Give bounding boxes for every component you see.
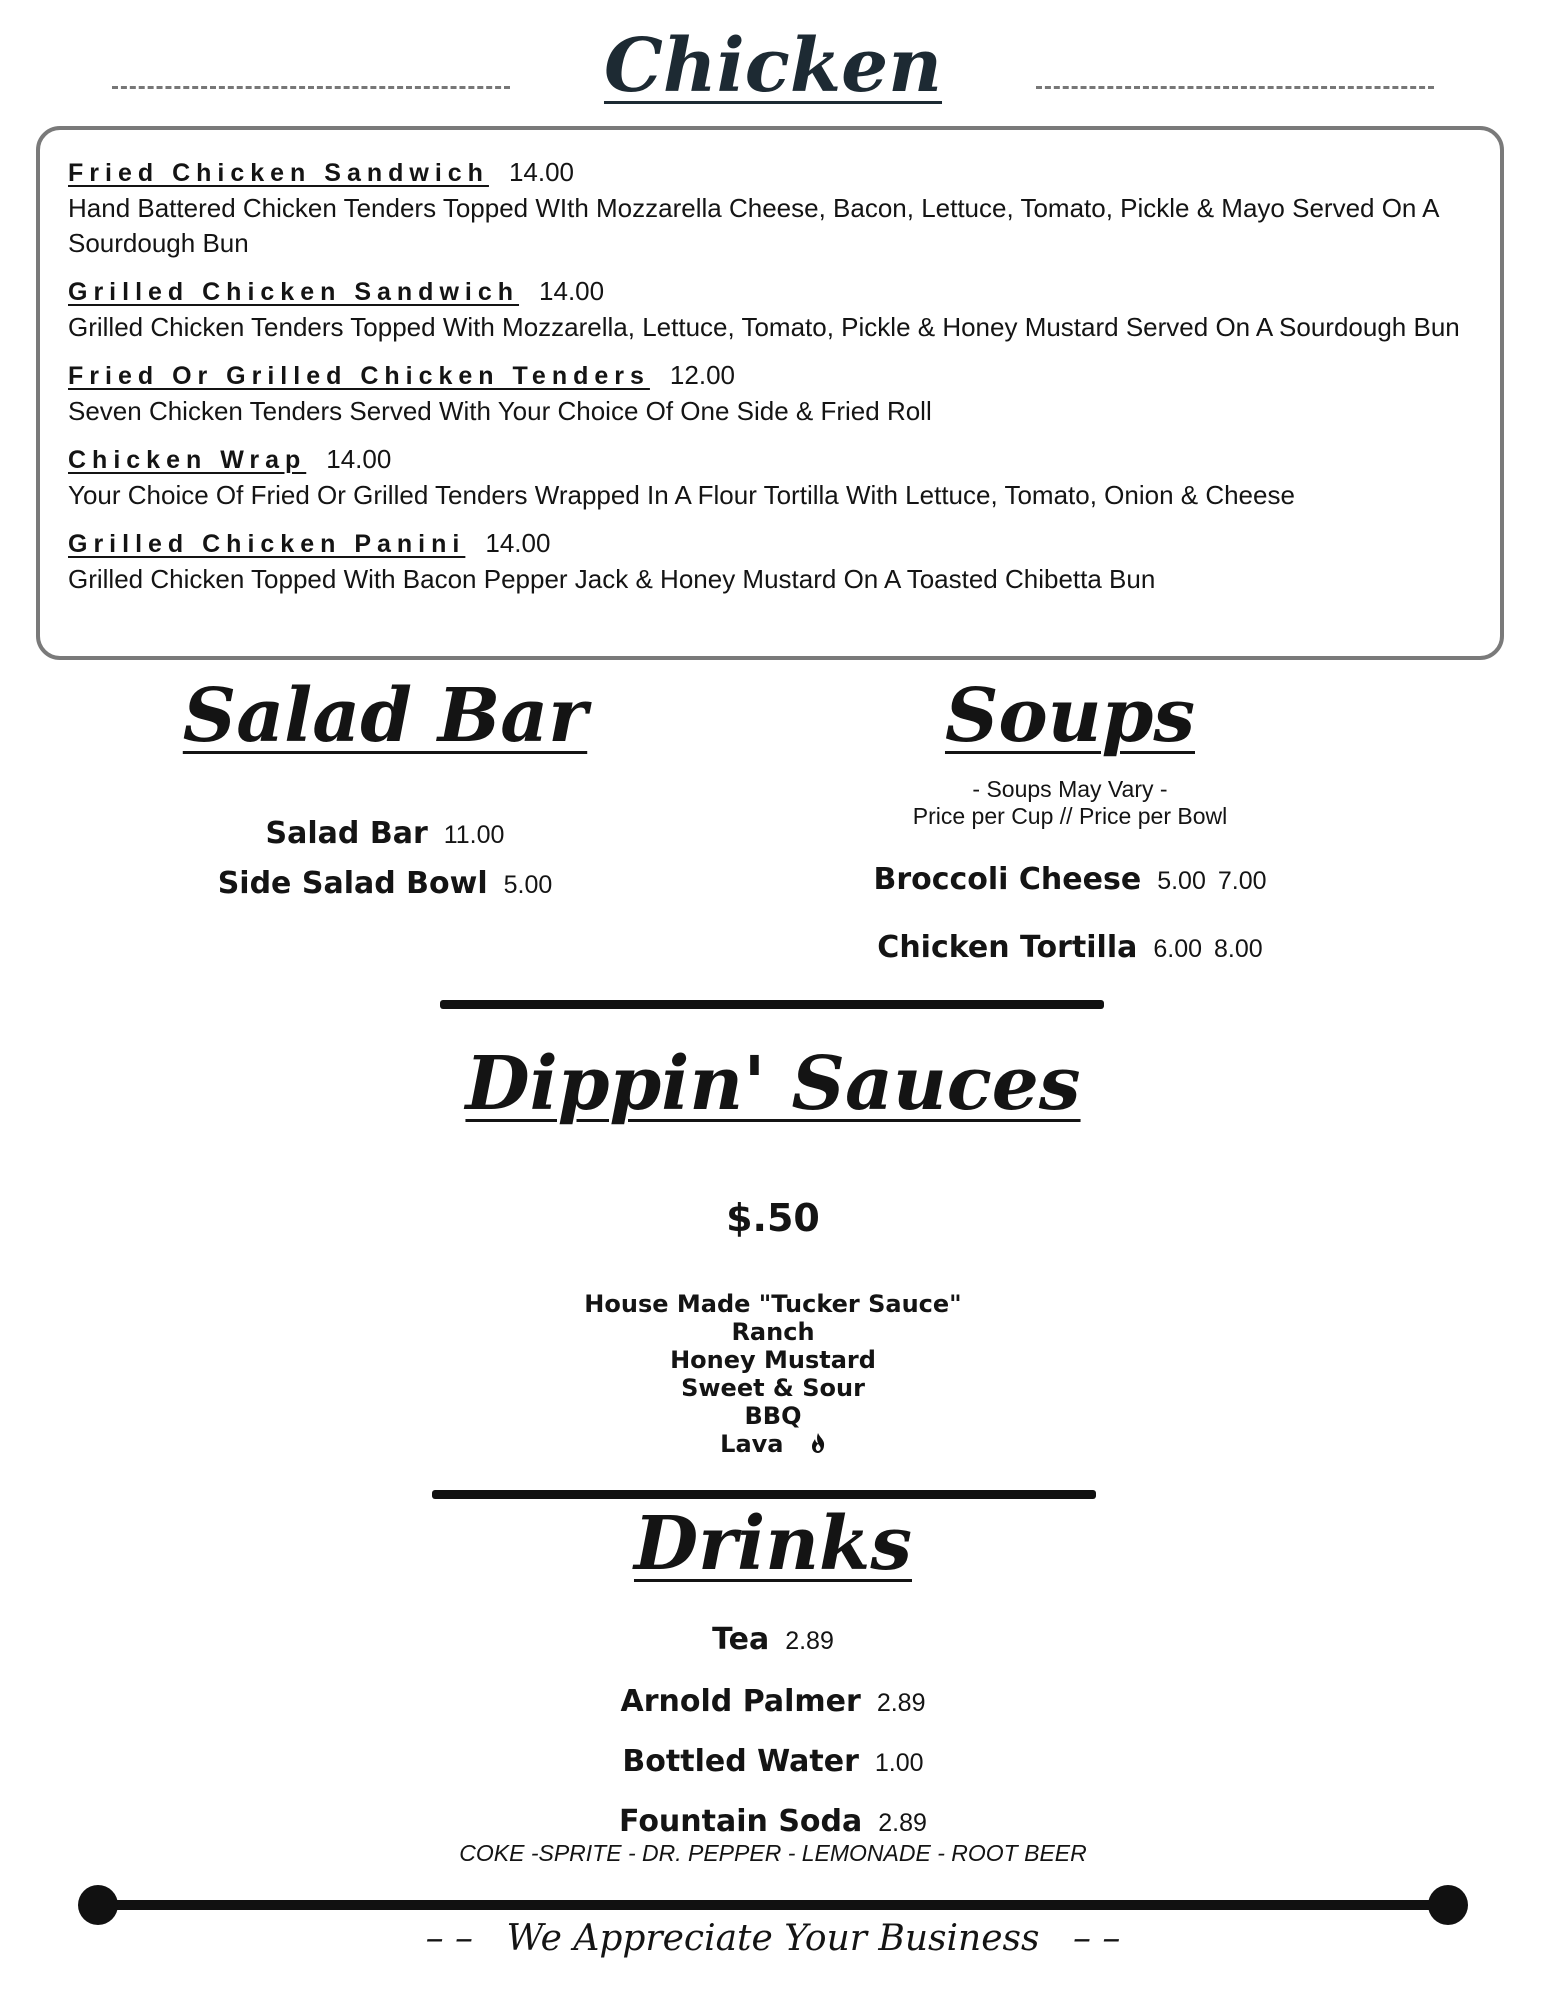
drink-item [0, 1622, 1546, 1657]
flame-icon [810, 1432, 826, 1460]
footer-dashes-left: – – [425, 1918, 474, 1959]
sauce-item: Ranch [731, 1318, 815, 1346]
salad-item-name: Salad Bar [265, 816, 428, 851]
salad-item-price: 5.00 [503, 871, 553, 899]
soup-item [820, 930, 1320, 965]
sauce-item: BBQ [744, 1402, 802, 1430]
section-divider [440, 1000, 1104, 1009]
item-description: Your Choice Of Fried Or Grilled Tenders Wrapped In A Flour Tortilla With Lettuce, Tomato, Onion & Cheese [68, 480, 1295, 510]
drink-name: Arnold Palmer [620, 1684, 861, 1719]
soups-price-note: Price per Cup // Price per Bowl [912, 803, 1228, 829]
menu-item [68, 441, 1474, 513]
item-description: Grilled Chicken Tenders Topped With Mozzarella, Lettuce, Tomato, Pickle & Honey Mustard Served On A Sourdough Bun [68, 312, 1460, 342]
menu-item [68, 525, 1474, 597]
sauces-title: Dippin' Sauces [465, 1041, 1081, 1127]
soups-title: Soups [944, 673, 1195, 759]
soup-item [820, 862, 1320, 897]
salad-item-name: Side Salad Bowl [217, 866, 488, 901]
item-price: 14.00 [508, 157, 575, 187]
item-name: Chicken Wrap [68, 446, 307, 474]
item-name: Grilled Chicken Panini [68, 530, 466, 558]
soup-item-name: Broccoli Cheese [873, 862, 1142, 897]
menu-item [68, 154, 1474, 261]
item-description: Seven Chicken Tenders Served With Your Choice Of One Side & Fried Roll [68, 396, 932, 426]
salad-bar-title: Salad Bar [182, 673, 588, 759]
item-description: Grilled Chicken Topped With Bacon Pepper Jack & Honey Mustard On A Toasted Chibetta Bun [68, 564, 1156, 594]
sauce-item: Sweet & Sour [681, 1374, 865, 1402]
drink-name: Fountain Soda [619, 1804, 863, 1839]
footer-dashes-right: – – [1072, 1918, 1121, 1959]
item-price: 14.00 [539, 276, 605, 306]
sauce-price: $.50 [726, 1196, 820, 1240]
drink-price: 2.89 [878, 1809, 927, 1837]
soup-cup-price: 5.00 [1157, 867, 1206, 895]
chicken-menu-box [36, 126, 1504, 660]
menu-item [68, 273, 1474, 345]
footer-text: We Appreciate Your Business [506, 1918, 1040, 1959]
item-price: 14.00 [326, 444, 392, 474]
sauce-item: House Made "Tucker Sauce" [584, 1290, 962, 1318]
soups-vary-note: - Soups May Vary - [972, 776, 1168, 802]
item-price: 14.00 [485, 528, 551, 558]
footer-divider [96, 1900, 1446, 1910]
section-divider [432, 1490, 1096, 1499]
item-price: 12.00 [669, 360, 735, 390]
drink-price: 2.89 [876, 1689, 926, 1717]
drink-price: 2.89 [785, 1627, 834, 1655]
item-name: Fried Or Grilled Chicken Tenders [68, 362, 650, 390]
salad-item [170, 866, 600, 901]
salad-item [170, 816, 600, 851]
item-description: Hand Battered Chicken Tenders Topped WIth Mozzarella Cheese, Bacon, Lettuce, Tomato, Pickle & Mayo Served On A Sourdough Bun [68, 193, 1439, 258]
soup-item-name: Chicken Tortilla [877, 930, 1138, 965]
soup-cup-price: 6.00 [1153, 935, 1203, 963]
item-name: Fried Chicken Sandwich [68, 159, 489, 187]
drink-price: 1.00 [874, 1749, 924, 1777]
drink-item [0, 1684, 1546, 1719]
drink-name: Bottled Water [622, 1744, 859, 1779]
sauce-list [0, 1290, 1546, 1460]
header-divider-right [1036, 86, 1434, 89]
soup-bowl-price: 8.00 [1214, 935, 1263, 963]
drinks-title: Drinks [633, 1501, 912, 1587]
sauce-item-name: Lava [720, 1430, 784, 1458]
drink-item [0, 1804, 1546, 1839]
salad-item-price: 11.00 [443, 821, 505, 849]
sauce-item: Honey Mustard [670, 1346, 876, 1374]
sauce-item-hot [0, 1430, 1546, 1460]
soda-flavors: COKE -SPRITE - DR. PEPPER - LEMONADE - ROOT BEER [459, 1840, 1087, 1866]
drink-item [0, 1744, 1546, 1779]
soup-bowl-price: 7.00 [1217, 867, 1267, 895]
footer-message [0, 1918, 1546, 1959]
chicken-title: Chicken [603, 23, 943, 109]
drink-name: Tea [712, 1622, 770, 1657]
menu-item [68, 357, 1474, 429]
soups-note [860, 776, 1280, 830]
item-name: Grilled Chicken Sandwich [68, 278, 520, 306]
